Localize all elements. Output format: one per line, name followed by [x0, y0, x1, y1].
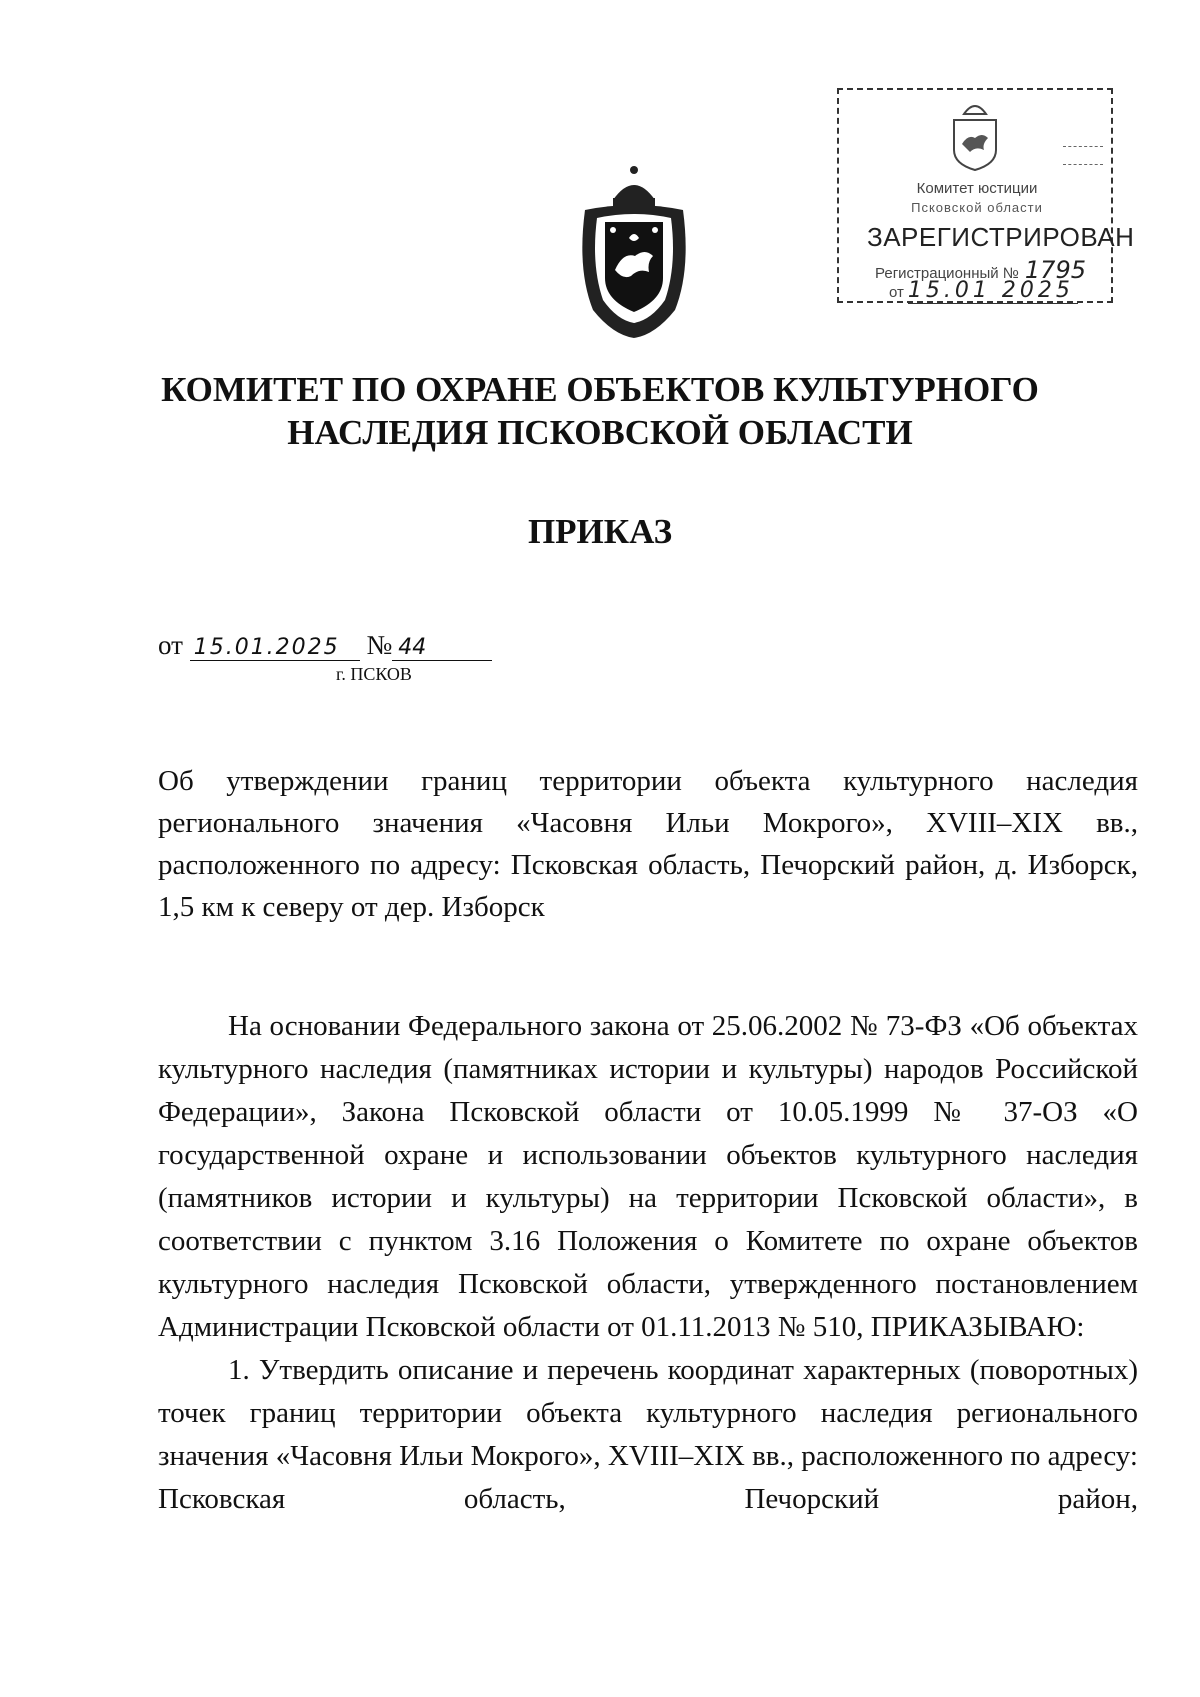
- order-date: 15.01.2025: [190, 635, 360, 661]
- stamp-reg-number-label: Регистрационный №: [875, 265, 1019, 282]
- stamp-region-line: Псковской области: [911, 200, 1043, 215]
- order-number: 44: [392, 635, 492, 661]
- preamble-paragraph: На основании Федерального закона от 25.06.2002 № 73-ФЗ «Об объектах культурного наследия (памятниках истории и культуры) народов Российской Федерации», Закона Псковской области от 10.05.1999 № 37-ОЗ «О государственной охране и использовании объектов культурного наследия (памятников истории и культуры) на территории Псковской области», в соответствии с пунктом 3.16 Положения о Комитете по охране объектов культурного наследия Псковской области, утвержденного постановлением Администрации Псковской области от 01.11.2013 № 510, ПРИКАЗЫВАЮ:: [158, 1010, 1138, 1343]
- organization-title-line-2: НАСЛЕДИЯ ПСКОВСКОЙ ОБЛАСТИ: [287, 413, 913, 452]
- stamp-dash-mark: [1063, 146, 1103, 147]
- document-type: ПРИКАЗ: [527, 512, 673, 551]
- stamp-emblem-icon: [944, 96, 1006, 174]
- stamp-dash-mark: [1063, 164, 1103, 165]
- order-subject: Об утверждении границ территории объекта культурного наследия регионального значения «Часовня Ильи Мокрого», XVIII–XIX вв., расположенного по адресу: Псковская область, Печорский район, д. Изборск, 1,5 км к северу от дер. Изборск: [158, 765, 1138, 923]
- organization-title-line-1: КОМИТЕТ ПО ОХРАНЕ ОБЪЕКТОВ КУЛЬТУРНОГО: [161, 370, 1039, 409]
- stamp-date-label: от: [889, 284, 904, 301]
- order-item-1: 1. Утвердить описание и перечень координат характерных (поворотных) точек границ территории объекта культурного наследия регионального значения «Часовня Ильи Мокрого», XVIII–XIX вв., расположенного по адресу: Псковская область, Печорский район,: [158, 1354, 1138, 1515]
- order-number-prefix: №: [366, 630, 393, 660]
- order-date-number-row: [158, 630, 492, 661]
- coat-of-arms-emblem: [573, 160, 695, 340]
- order-date-prefix: от: [158, 630, 183, 660]
- organization-title: [0, 368, 1200, 454]
- stamp-reg-date-row: [889, 278, 1078, 304]
- order-body: [158, 1005, 1138, 1521]
- stamp-reg-number: 1795: [1024, 256, 1086, 284]
- stamp-registered-title: ЗАРЕГИСТРИРОВАН: [867, 222, 1135, 252]
- order-city: г. ПСКОВ: [336, 664, 412, 684]
- stamp-reg-date: 15.01 2025: [908, 278, 1078, 304]
- stamp-authority-line: Комитет юстиции: [916, 180, 1038, 197]
- registration-stamp: [837, 88, 1135, 303]
